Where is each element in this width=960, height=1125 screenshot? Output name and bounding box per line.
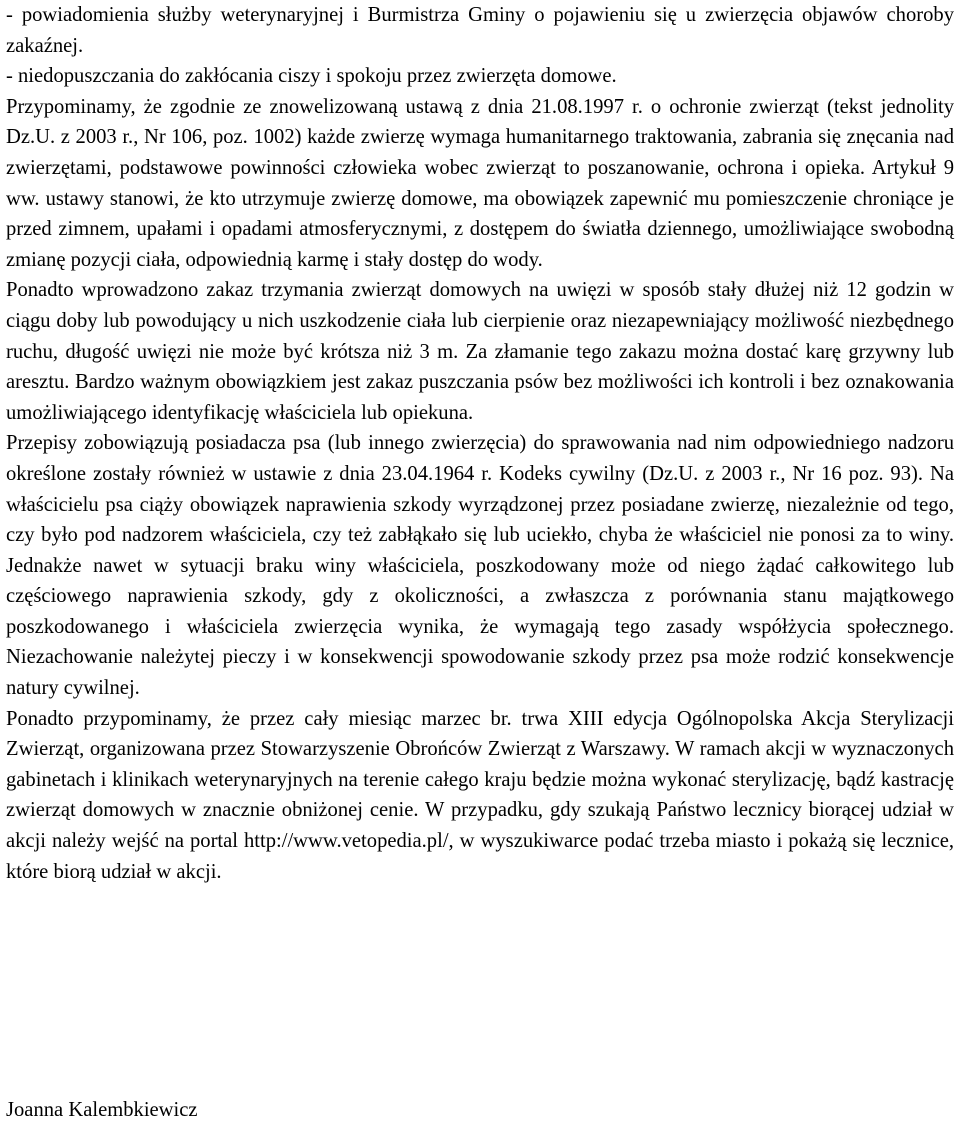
document-body [6, 0, 954, 887]
paragraph-animal-protection-law: Przypominamy, że zgodnie ze znowelizowaną ustawą z dnia 21.08.1997 r. o ochronie zwierząt (tekst jednolity Dz.U. z 2003 r., Nr 106, poz. 1002) każde zwierzę wymaga humanitarnego traktowania, zabrania się znęcania nad zwierzętami, podstawowe powinności człowieka wobec zwierząt to poszanowanie, ochrona i opieka. Artykuł 9 ww. ustawy stanowi, że kto utrzymuje zwierzę domowe, ma obowiązek zapewnić mu pomieszczenie chroniące je przed zimnem, upałami i opadami atmosferycznymi, z dostępem do światła dziennego, umożliwiające swobodną zmianę pozycji ciała, odpowiednią karmę i stały dostęp do wody. [6, 95, 954, 271]
paragraph-tethering-ban: Ponadto wprowadzono zakaz trzymania zwierząt domowych na uwięzi w sposób stały dłużej niż 12 godzin w ciągu doby lub powodujący u nich uszkodzenie ciała lub cierpienie oraz niezapewniający możliwość niezbędnego ruchu, długość uwięzi nie może być krótsza niż 3 m. Za złamanie tego zakazu można dostać karę grzywny lub aresztu. Bardzo ważnym obowiązkiem jest zakaz puszczania psów bez możliwości ich kontroli i bez oznakowania umożliwiającego identyfikację właściciela lub opiekuna. [6, 279, 954, 424]
paragraph-civil-code: Przepisy zobowiązują posiadacza psa (lub innego zwierzęcia) do sprawowania nad nim odpowiedniego nadzoru określone zostały również w ustawie z dnia 23.04.1964 r. Kodeks cywilny (Dz.U. z 2003 r., Nr 16 poz. 93). Na właścicielu psa ciąży obowiązek naprawienia szkody wyrządzonej przez posiadane zwierzę, niezależnie od tego, czy było pod nadzorem właściciela, czy też zabłąkało się lub uciekło, chyba że właściciel nie ponosi za to winy. Jednakże nawet w sytuacji braku winy właściciela, poszkodowany może od niego żądać całkowitego lub częściowego naprawienia szkody, gdy z okoliczności, a zwłaszcza z porównania stanu majątkowego poszkodowanego i właściciela zwierzęcia wynika, że wymagają tego zasady współżycia społecznego. Niezachowanie należytej pieczy i w konsekwencji spowodowanie szkody przez psa może rodzić konsekwencje natury cywilnej. [6, 432, 954, 700]
paragraph-sterilization-campaign: Ponadto przypominamy, że przez cały miesiąc marzec br. trwa XIII edycja Ogólnopolska Akcja Sterylizacji Zwierząt, organizowana przez Stowarzyszenie Obrońców Zwierząt z Warszawy. W ramach akcji w wyznaczonych gabinetach i klinikach weterynaryjnych na terenie całego kraju będzie można wykonać sterylizację, bądź kastrację zwierząt domowych w znacznie obniżonej cenie. W przypadku, gdy szukają Państwo lecznicy biorącej udział w akcji należy wejść na portal http://www.vetopedia.pl/, w wyszukiwarce podać trzeba miasto i pokażą się lecznice, które biorą udział w akcji. [6, 707, 954, 883]
author-signature: Joanna Kalembkiewicz [6, 1099, 198, 1121]
paragraph-veterinary-notice: - powiadomienia służby weterynaryjnej i Burmistrza Gminy o pojawieniu się u zwierzęcia objawów choroby zakaźnej. [6, 4, 954, 57]
paragraph-quiet-notice: - niedopuszczania do zakłócania ciszy i spokoju przez zwierzęta domowe. [6, 65, 617, 88]
